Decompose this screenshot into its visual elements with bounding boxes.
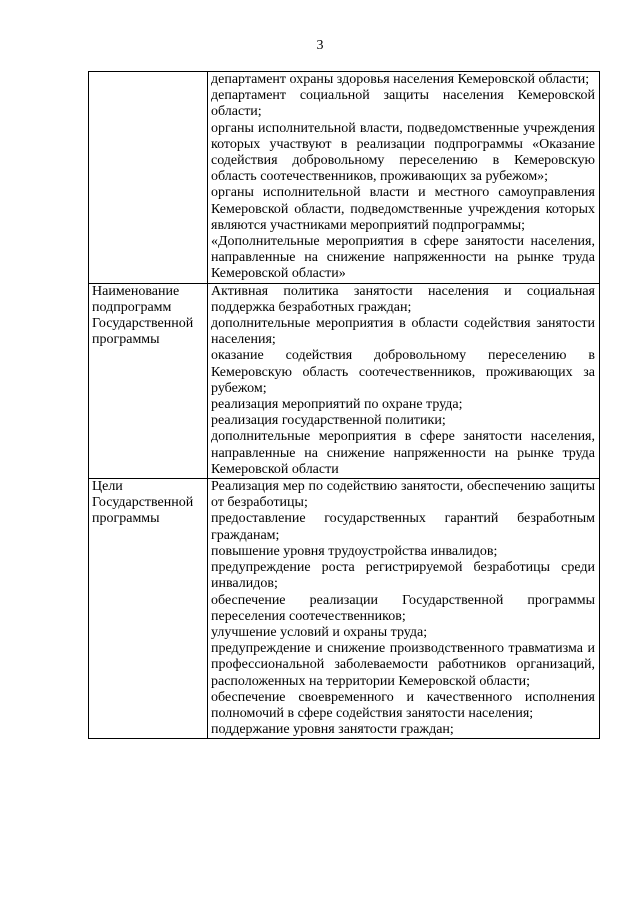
list-item: поддержание уровня занятости граждан; [211,722,454,738]
row-label-cell [89,72,208,284]
list-item: департамент социальной защиты населения Кемеровской области; [211,88,595,120]
list-item: предупреждение роста регистрируемой безработицы среди инвалидов; [211,560,595,592]
list-item: повышение уровня трудоустройства инвалидов; [211,543,498,559]
list-item: реализация мероприятий по охране труда; [211,397,463,413]
list-item: предоставление государственных гарантий безработным гражданам; [211,511,595,543]
table-row [89,72,600,284]
row-content-cell [208,283,600,478]
list-item: улучшение условий и охраны труда; [211,624,428,640]
row-content-cell [208,72,600,284]
list-item: Реализация мер по содействию занятости, обеспечению защиты от безработицы; [211,479,595,511]
row-label: Наименование подпрограмм Государственной программы [92,283,194,348]
list-item: обеспечение своевременного и качественного исполнения полномочий в сфере содействия занятости населения; [211,689,595,721]
row-content-cell [208,479,600,739]
list-item: Активная политика занятости населения и социальная поддержка безработных граждан; [211,283,595,315]
list-item: обеспечение реализации Государственной программы переселения соотечественников; [211,592,595,624]
list-item: предупреждение и снижение производственного травматизма и профессиональной заболеваемости работников организаций, расположенных на территории Кемеровской области; [211,641,595,689]
list-item: реализация государственной политики; [211,413,446,429]
list-item: «Дополнительные мероприятия в сфере занятости населения, направленные на снижение напряженности на рынке труда Кемеровской области» [211,234,595,282]
table-row [89,283,600,478]
list-item: департамент охраны здоровья населения Кемеровской области; [211,72,590,87]
list-item: дополнительные мероприятия в области содействия занятости населения; [211,316,595,348]
list-item: органы исполнительной власти, подведомственные учреждения которых участвуют в реализации подпрограммы «Оказание содействия добровольному переселению в Кемеровскую область соотечественников, проживающих за рубежом»; [211,120,595,185]
table-row [89,479,600,739]
list-item: оказание содействия добровольному переселению в Кемеровскую область соотечественников, проживающих за рубежом; [211,348,595,396]
row-label-cell [89,479,208,739]
program-table [88,71,600,739]
page-number: 3 [316,38,324,53]
row-label-cell [89,283,208,478]
row-label: Цели Государственной программы [92,479,194,527]
list-item: органы исполнительной власти и местного самоуправления Кемеровской области, подведомственные учреждения которых являются участниками мероприятий подпрограммы; [211,185,595,233]
list-item: дополнительные мероприятия в сфере занятости населения, направленные на снижение напряженности на рынке труда Кемеровской области [211,429,595,477]
